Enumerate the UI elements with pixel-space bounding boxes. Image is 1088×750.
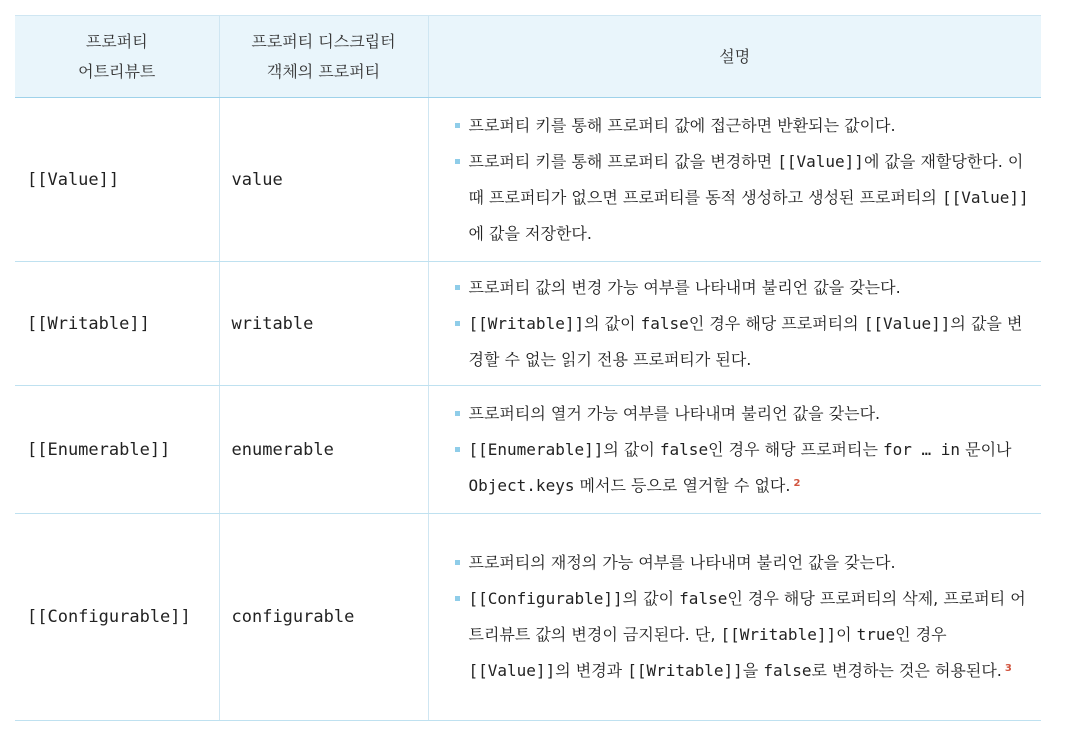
inline-code: [[Value]] xyxy=(863,313,951,333)
attribute-cell: [[Writable]] xyxy=(15,262,219,386)
descriptor-cell: configurable xyxy=(219,514,428,721)
description-text: 의 값을 변경할 수 없는 읽기 전용 프로퍼티가 된다. xyxy=(468,313,1023,369)
description-cell xyxy=(428,98,1041,262)
description-text: 인 경우 xyxy=(895,625,947,644)
attribute-cell: [[Configurable]] xyxy=(15,514,219,721)
description-list xyxy=(441,105,1030,255)
inline-code: false xyxy=(640,313,689,333)
descriptor-cell: writable xyxy=(219,262,428,386)
footnote-marker: 2 xyxy=(793,477,801,489)
inline-code: false xyxy=(659,439,709,459)
description-text: 이 xyxy=(836,625,857,644)
inline-code: for … in xyxy=(882,439,961,459)
inline-code: false xyxy=(679,589,728,608)
bullet-marker-icon xyxy=(455,321,460,326)
inline-code: false xyxy=(763,661,812,680)
bullet-marker-icon xyxy=(455,159,460,164)
description-bullet xyxy=(455,306,1030,378)
header-description: 설명 xyxy=(428,16,1041,98)
description-bullet xyxy=(455,144,1030,252)
description-text: 에 값을 재할당한다. 이때 프로퍼티가 없으면 프로퍼티를 동적 생성하고 생성된 프로퍼티의 xyxy=(468,151,1024,207)
inline-code: [[Writable]] xyxy=(468,313,585,333)
footnote-marker: 3 xyxy=(1004,663,1012,674)
description-text: 프로퍼티의 재정의 가능 여부를 나타내며 불리언 값을 갖는다. xyxy=(468,553,896,572)
description-bullet xyxy=(455,432,1030,504)
description-list xyxy=(441,267,1030,381)
attribute-cell: [[Value]] xyxy=(15,98,219,262)
description-cell xyxy=(428,262,1041,386)
inline-code: [[Value]] xyxy=(941,187,1029,207)
inline-code: [[Value]] xyxy=(777,151,864,171)
description-text: 을 xyxy=(742,661,764,680)
table-row xyxy=(15,386,1041,514)
description-bullet xyxy=(455,108,1030,144)
inline-code: Object.keys xyxy=(468,475,575,495)
table-row xyxy=(15,98,1041,262)
header-attribute xyxy=(15,16,219,98)
description-text: 의 값이 xyxy=(622,589,680,608)
inline-code: true xyxy=(856,625,896,644)
attribute-cell: [[Enumerable]] xyxy=(15,386,219,514)
description-text: 프로퍼티의 열거 가능 여부를 나타내며 불리언 값을 갖는다. xyxy=(468,403,881,423)
bullet-marker-icon xyxy=(455,596,460,601)
description-text: 프로퍼티 값의 변경 가능 여부를 나타내며 불리언 값을 갖는다. xyxy=(468,277,901,297)
description-text: 프로퍼티 키를 통해 프로퍼티 값을 변경하면 xyxy=(468,151,778,171)
inline-code: [[Writable]] xyxy=(627,661,743,680)
description-text: 인 경우 해당 프로퍼티는 xyxy=(708,439,883,459)
table-row xyxy=(15,514,1041,721)
inline-code: [[Configurable]] xyxy=(468,589,623,608)
description-cell xyxy=(428,514,1041,721)
description-bullet xyxy=(455,545,1030,581)
description-text: 의 값이 xyxy=(584,313,641,333)
description-text: 인 경우 해당 프로퍼티의 삭제, 프로퍼티 어트리뷰트 값의 변경이 금지된다. 단, xyxy=(468,589,1026,644)
header-attribute-line2: 어트리뷰트 xyxy=(78,61,156,81)
descriptor-cell: enumerable xyxy=(219,386,428,514)
header-attribute-line1: 프로퍼티 xyxy=(85,31,148,51)
inline-code: [[Enumerable]] xyxy=(468,439,604,459)
bullet-marker-icon xyxy=(455,447,460,452)
description-text: 에 값을 저장한다. xyxy=(468,223,592,243)
description-text: 메서드 등으로 열거할 수 없다. xyxy=(574,475,791,495)
table-row xyxy=(15,262,1041,386)
descriptor-cell: value xyxy=(219,98,428,262)
description-list xyxy=(441,393,1030,507)
inline-code: [[Value]] xyxy=(468,661,556,680)
description-text: 인 경우 해당 프로퍼티의 xyxy=(688,313,864,333)
description-text: 문이나 xyxy=(960,439,1012,459)
bullet-marker-icon xyxy=(455,123,460,128)
bullet-marker-icon xyxy=(455,411,460,416)
header-descriptor-line2: 객체의 프로퍼티 xyxy=(266,61,381,81)
description-bullet xyxy=(455,581,1030,689)
description-bullet xyxy=(455,396,1030,432)
bullet-marker-icon xyxy=(455,560,460,565)
header-descriptor xyxy=(219,16,428,98)
property-attribute-table xyxy=(15,15,1041,721)
header-descriptor-line1: 프로퍼티 디스크립터 xyxy=(251,31,396,51)
inline-code: [[Writable]] xyxy=(720,625,837,644)
description-text: 의 변경과 xyxy=(555,661,628,680)
bullet-marker-icon xyxy=(455,285,460,290)
description-text: 로 변경하는 것은 허용된다. xyxy=(811,661,1002,680)
header-row xyxy=(15,16,1041,98)
description-text: 프로퍼티 키를 통해 프로퍼티 값에 접근하면 반환되는 값이다. xyxy=(468,115,896,135)
description-list xyxy=(441,542,1030,692)
description-text: 의 값이 xyxy=(603,439,660,459)
description-cell xyxy=(428,386,1041,514)
description-bullet xyxy=(455,270,1030,306)
